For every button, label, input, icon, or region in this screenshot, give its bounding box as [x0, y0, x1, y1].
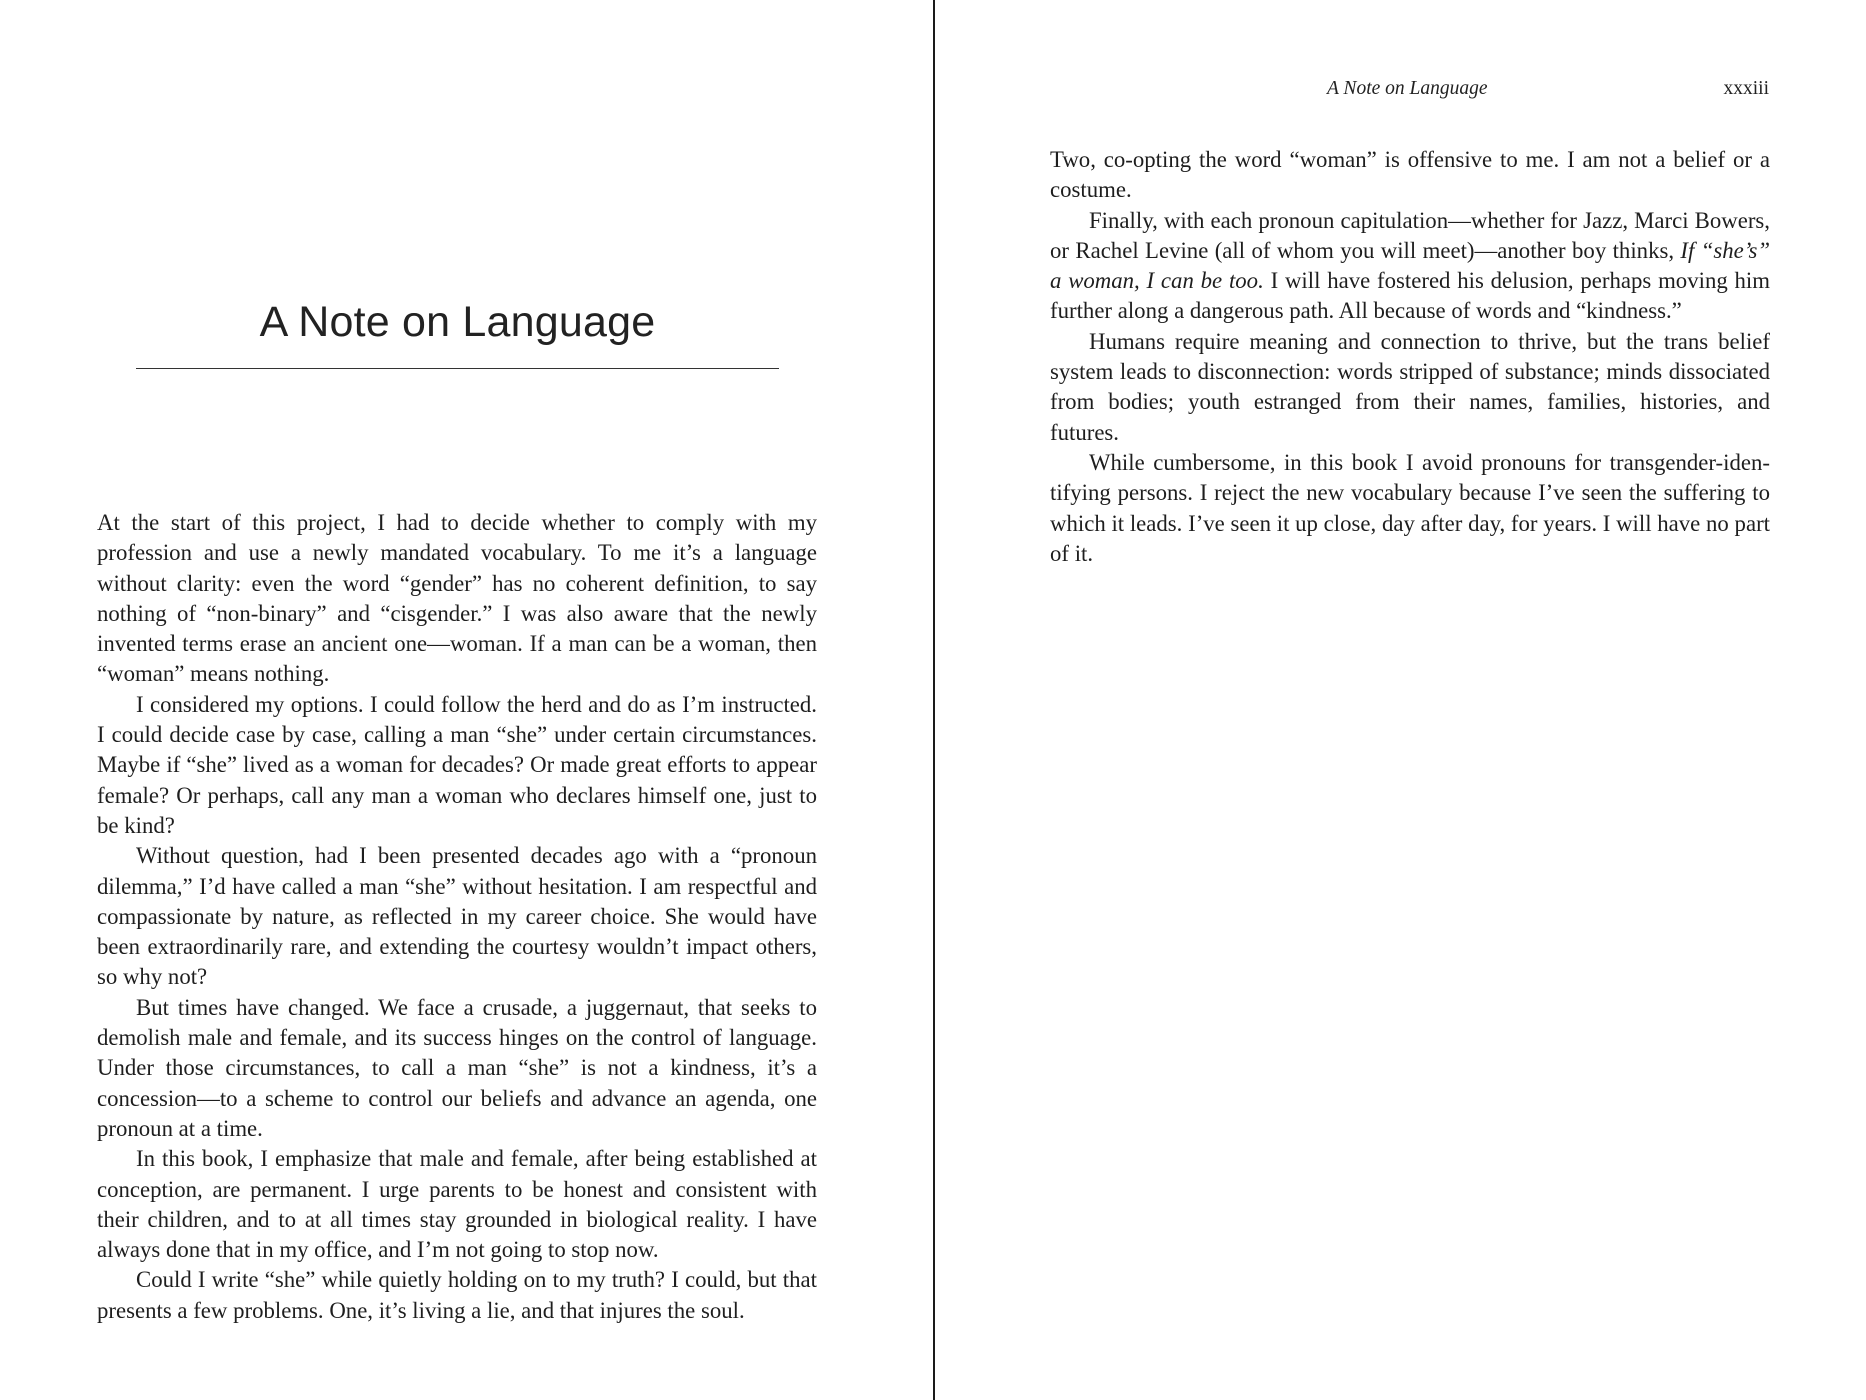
- running-head: A Note on Language: [1327, 78, 1488, 99]
- italic-quote: If “she’s” a woman, I can be too.: [1050, 237, 1770, 294]
- page-number: xxxiii: [1723, 78, 1769, 99]
- paragraph: [1050, 206, 1770, 327]
- paragraph: But times have changed. We face a crusade, a juggernaut, that seeks to demolish male and female, and its success hinges on the control of language. Under those circumstances, to call a man “she” is not a kindness, it’s a concession—to a scheme to control our beliefs and advance an agenda, one pronoun at a time.: [97, 994, 817, 1141]
- title-rule: [136, 368, 779, 369]
- paragraph: Humans require meaning and connection to thrive, but the trans belief system leads to disconnection: words stripped of substance; minds dissociated from bodies; youth estranged from their names, families, histories, and futures.: [1050, 328, 1770, 445]
- right-page-body: [1050, 145, 1770, 569]
- left-page-body: [97, 508, 817, 1326]
- paragraph-text: I will have fostered his delusion, perhaps moving him further along a dangerous path. All because of words and “kindness.”: [1050, 268, 1770, 324]
- paragraph: While cumbersome, in this book I avoid pronouns for transgender-identifying persons. I reject the new vocabulary because I’ve seen the suffering to which it leads. I’ve seen it up close, day after day, for years. I will have no part of it.: [1050, 449, 1770, 566]
- paragraph: At the start of this project, I had to decide whether to comply with my profession and use a newly mandated vocabulary. To me it’s a language without clarity: even the word “gender” has no coherent definition, to say nothing of “non-binary” and “cisgender.” I was also aware that the newly invented terms erase an ancient one—woman. If a man can be a woman, then “woman” means nothing.: [97, 510, 817, 687]
- paragraph: I considered my options. I could follow the herd and do as I’m instructed. I could decide case by case, calling a man “she” under certain circumstances. Maybe if “she” lived as a woman for decades? Or made great efforts to appear female? Or perhaps, call any man a woman who declares himself one, just to be kind?: [97, 691, 817, 838]
- paragraph: In this book, I emphasize that male and female, after being established at conception, are permanent. I urge parents to be honest and consistent with their children, and to at all times stay grounded in biological reality. I have always done that in my office, and I’m not going to stop now.: [97, 1146, 817, 1263]
- paragraph: Could I write “she” while quietly holding on to my truth? I could, but that presents a few problems. One, it’s living a lie, and that injures the soul.: [97, 1267, 817, 1323]
- paragraph: Without question, had I been presented decades ago with a “pronoun dilemma,” I’d have called a man “she” without hesitation. I am respectful and compassionate by nature, as reflected in my career choice. She would have been extraordinarily rare, and extending the courtesy wouldn’t impact others, so why not?: [97, 843, 817, 990]
- paragraph-text: Finally, with each pronoun capitulation—whether for Jazz, Marci Bowers, or Rachel Levine (all of whom you will meet)—another boy thinks,: [1050, 207, 1770, 263]
- right-page: [935, 0, 1866, 1400]
- chapter-title: A Note on Language: [259, 298, 656, 346]
- paragraph: Two, co-opting the word “woman” is offensive to me. I am not a belief or a costume.: [1050, 147, 1770, 203]
